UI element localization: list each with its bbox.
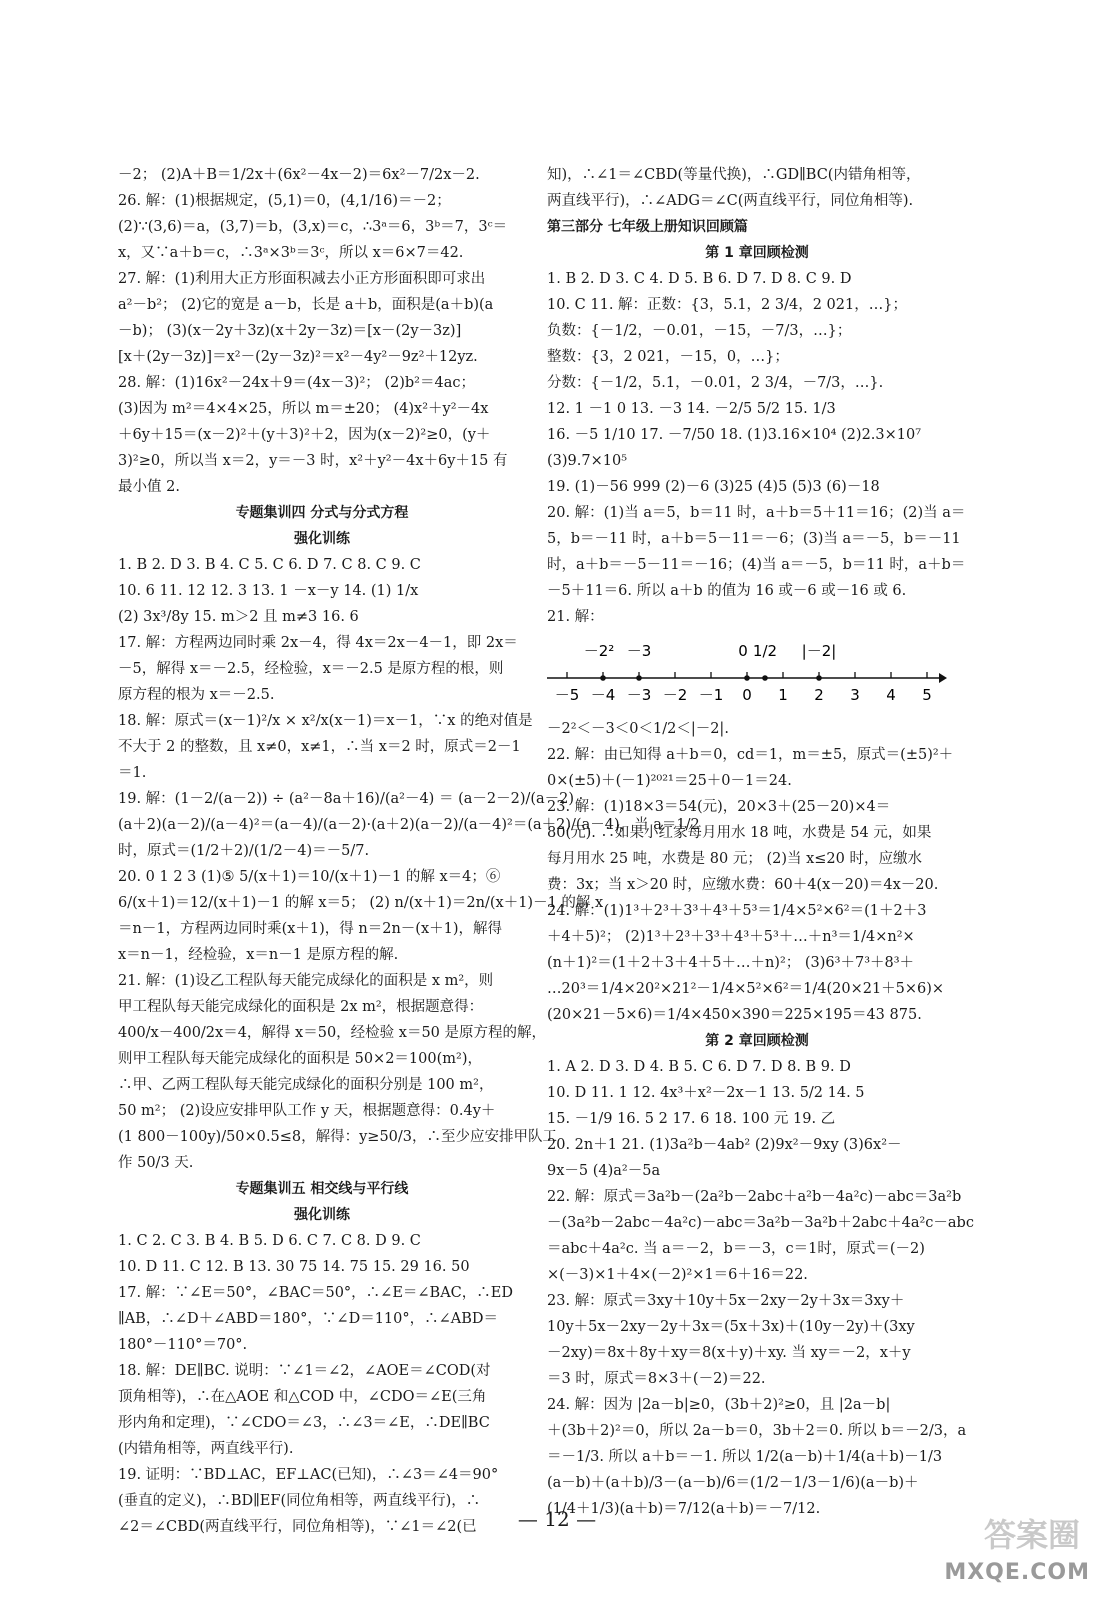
text-line: 18. 解：原式＝(x－1)²/x × x²/x(x－1)＝x－1，∵x 的绝对值是 (118, 713, 533, 729)
text-line: x＝n－1，经检验，x＝n－1 是原方程的解. (118, 947, 399, 963)
text-line: (1/4＋1/3)(a＋b)＝7/12(a＋b)＝－7/12. (547, 1501, 821, 1517)
text-line: 10y＋5x－2xy－2y＋3x＝(5x＋3x)＋(10y－2y)＋(3xy (547, 1319, 915, 1335)
text-line: 最小值 2. (118, 479, 180, 495)
number-line-point-label: |－2| (801, 642, 837, 660)
text-line: ∠2＝∠CBD(两直线平行，同位角相等)，∵∠1＝∠2(已 (118, 1519, 477, 1535)
text-line: 5，b＝－11 时，a＋b＝5－11＝－6；(3)当 a＝－5，b＝－11 (547, 531, 961, 547)
text-line: 28. 解：(1)16x²－24x＋9＝(4x－3)²； (2)b²＝4ac； (118, 375, 475, 391)
text-line: 21. 解： (547, 609, 604, 625)
text-line: 24. 解：(1)1³＋2³＋3³＋4³＋5³＝1/4×5²×6²＝(1＋2＋3 (547, 903, 927, 919)
text-line: (n＋1)²＝(1＋2＋3＋4＋5＋…＋n)²； (3)6³＋7³＋8³＋ (547, 955, 915, 971)
text-line: ＋6y＋15＝(x－2)²＋(y＋3)²＋2，因为(x－2)²≥0，(y＋ (118, 427, 491, 443)
text-line: 18. 解：DE∥BC. 说明：∵∠1＝∠2，∠AOE＝∠COD(对 (118, 1363, 491, 1379)
text-line: 1. C 2. C 3. B 4. B 5. D 6. C 7. C 8. D 9. C (118, 1233, 421, 1249)
text-line: 400/x－400/2x＝4，解得 x＝50，经检验 x＝50 是原方程的解， (118, 1025, 547, 1041)
number-line-point (762, 675, 768, 681)
text-line: 3)²≥0，所以当 x＝2，y＝－3 时，x²＋y²－4x＋6y＋15 有 (118, 453, 508, 469)
section-heading: 强化训练 (294, 531, 350, 547)
section-heading: 第 1 章回顾检测 (705, 245, 809, 261)
text-line: －2xy)＝8x＋8y＋xy＝8(x＋y)＋xy. 当 xy＝－2，x＋y (547, 1345, 911, 1361)
text-line: ∴甲、乙两工程队每天能完成绿化的面积分别是 100 m²， (118, 1077, 494, 1093)
text-line: (垂直的定义)，∴BD∥EF(同位角相等，两直线平行)，∴ (118, 1493, 481, 1509)
text-line: …20³＝1/4×20²×21²－1/4×5²×6²＝1/4(20×21＋5×6)× (547, 981, 945, 997)
text-line: －5，解得 x＝－2.5，经检验，x＝－2.5 是原方程的根，则 (118, 661, 504, 677)
number-line-tick-label: －3 (626, 686, 652, 704)
right-column (547, 162, 974, 1522)
section-heading: 第三部分 七年级上册知识回顾篇 (547, 219, 748, 235)
number-line-tick-label: 1 (778, 686, 788, 704)
text-line: －2²＜－3＜0＜1/2＜|－2|. (547, 721, 729, 737)
text-line: 10. 6 11. 12 12. 3 13. 1 －x－y 14. (1) 1/x (118, 583, 419, 599)
watermark-cn: 答案圈 (983, 1516, 1080, 1554)
text-line: ＝－1/3. 所以 a＋b＝－1. 所以 1/2(a－b)＋1/4(a＋b)－1/3 (547, 1449, 943, 1465)
text-line: 1. A 2. D 3. D 4. B 5. C 6. D 7. D 8. B 9. D (547, 1059, 851, 1075)
number-line-figure (547, 640, 967, 710)
text-line: 19. (1)－56 999 (2)－6 (3)25 (4)5 (5)3 (6)－18 (547, 479, 880, 495)
number-line-tick-label: 2 (814, 686, 824, 704)
text-line: 20. 0 1 2 3 (1)⑤ 5/(x＋1)＝10/(x＋1)－1 的解 x＝4；⑥ (118, 869, 501, 885)
text-line: ＝1. (118, 765, 147, 781)
text-line: 甲工程队每天能完成绿化的面积是 2x m²，根据题意得： (118, 999, 484, 1015)
section-heading: 专题集训四 分式与分式方程 (235, 505, 409, 521)
text-line: x，又∵a＋b＝c，∴3ᵃ×3ᵇ＝3ᶜ，所以 x＝6×7＝42. (118, 245, 464, 261)
text-line: 不大于 2 的整数，且 x≠0，x≠1，∴当 x＝2 时，原式＝2－1 (118, 739, 521, 755)
text-line: －5＋11＝6. 所以 a＋b 的值为 16 或－6 或－16 或 6. (547, 583, 907, 599)
text-line: －(3a²b－2abc－4a²c)－abc＝3a²b－3a²b＋2abc＋4a²c－abc (547, 1215, 974, 1231)
text-line: 1. B 2. D 3. B 4. C 5. C 6. D 7. C 8. C 9. C (118, 557, 421, 573)
number-line-tick-label: －1 (698, 686, 724, 704)
text-line: 整数：{3，2 021，－15，0，…}； (547, 349, 789, 365)
text-line: －b)； (3)(x－2y＋3z)(x＋2y－3z)＝[x－(2y－3z)] (118, 323, 462, 339)
page-number: — 12 — (517, 1507, 597, 1531)
text-line: 23. 解：原式＝3xy＋10y＋5x－2xy－2y＋3x＝3xy＋ (547, 1293, 905, 1309)
text-line: [x＋(2y－3z)]＝x²－(2y－3z)²＝x²－4y²－9z²＋12yz. (118, 349, 478, 365)
text-line: 作 50/3 天. (118, 1155, 194, 1171)
text-line: 6/(x＋1)＝12/(x＋1)－1 的解 x＝5； (2) n/(x＋1)＝2n/(x＋1)－1 的解 x (118, 895, 604, 911)
text-line: 50 m²； (2)设应安排甲队工作 y 天，根据题意得：0.4y＋ (118, 1103, 496, 1119)
text-line: 10. C 11. 解：正数：{3，5.1，2 3/4，2 021，…}； (547, 297, 907, 313)
watermark-logo (940, 1516, 1090, 1588)
text-line: 时，a＋b＝－5－11＝－16；(4)当 a＝－5，b＝11 时，a＋b＝ (547, 557, 966, 573)
number-line-point-label: 0 (738, 642, 748, 660)
number-line-point-label: －2² (583, 642, 615, 660)
text-line: ＝n－1，方程两边同时乘(x＋1)，得 n＝2n－(x＋1)，解得 (118, 921, 503, 937)
number-line-point (636, 675, 642, 681)
text-line: ＋4＋5)²； (2)1³＋2³＋3³＋4³＋5³＋…＋n³＝1/4×n²× (547, 929, 915, 945)
text-line: (a＋2)(a－2)/(a－4)²＝(a－4)/(a－2)·(a＋2)(a－2)/(a－4)²＝(a＋2)/(a－4)，当 a＝1/2 (118, 817, 700, 833)
text-line: 180°－110°＝70°. (118, 1337, 248, 1353)
text-line: 22. 解：由已知得 a＋b＝0，cd＝1，m＝±5，原式＝(±5)²＋ (547, 747, 954, 763)
text-line: 19. 解：(1－2/(a－2)) ÷ (a²－8a＋16)/(a²－4) ＝ (a－2－2)/(a－2) · (118, 791, 584, 807)
text-line: (20×21－5×6)＝1/4×450×390＝225×195＝43 875. (547, 1007, 922, 1023)
text-line: (a－b)＋(a＋b)/3－(a－b)/6＝(1/2－1/3－1/6)(a－b)＋ (547, 1475, 919, 1491)
text-line: 21. 解：(1)设乙工程队每天能完成绿化的面积是 x m²，则 (118, 973, 494, 989)
number-line-tick-label: 3 (850, 686, 860, 704)
text-line: 费：3x；当 x＞20 时，应缴水费：60＋4(x－20)＝4x－20. (547, 877, 939, 893)
text-line: 20. 解：(1)当 a＝5，b＝11 时，a＋b＝5＋11＝16；(2)当 a＝ (547, 505, 966, 521)
number-line-tick-label: 0 (742, 686, 752, 704)
number-line-tick-label: －2 (662, 686, 688, 704)
number-line-tick-label: 4 (886, 686, 896, 704)
text-line: 22. 解：原式＝3a²b－(2a²b－2abc＋a²b－4a²c)－abc＝3a²b (547, 1189, 962, 1205)
text-line: －2； (2)A＋B＝1/2x＋(6x²－4x－2)＝6x²－7/2x－2. (118, 167, 480, 183)
text-line: ＋(3b＋2)²＝0，所以 2a－b＝0，3b＋2＝0. 所以 b＝－2/3，a (547, 1423, 967, 1439)
text-line: (2) 3x³/8y 15. m＞2 且 m≠3 16. 6 (118, 609, 359, 625)
text-line: ∥AB，∴∠D＋∠ABD＝180°，∵∠D＝110°，∴∠ABD＝ (118, 1311, 499, 1327)
text-line: 时，原式＝(1/2＋2)/(1/2－4)＝－5/7. (118, 843, 370, 859)
text-line: 负数：{－1/2，－0.01，－15，－7/3，…}； (547, 323, 852, 339)
text-line: 顶角相等)，∴在△AOE 和△COD 中，∠CDO＝∠E(三角 (118, 1389, 487, 1405)
text-line: 知)，∴∠1＝∠CBD(等量代换)，∴GD∥BC(内错角相等， (547, 167, 921, 183)
text-line: 20. 2n＋1 21. (1)3a²b－4ab² (2)9x²－9xy (3)6x²－ (547, 1137, 902, 1153)
text-line: 12. 1 －1 0 13. －3 14. －2/5 5/2 15. 1/3 (547, 401, 836, 417)
section-heading: 第 2 章回顾检测 (705, 1033, 809, 1049)
text-line: 形内角和定理)，∵∠CDO＝∠3，∴∠3＝∠E，∴DE∥BC (118, 1415, 490, 1431)
text-line: 0×(±5)＋(－1)²⁰²¹＝25＋0－1＝24. (547, 773, 792, 789)
number-line-point-label: －3 (626, 642, 652, 660)
text-line: ×(－3)×1＋4×(－2)²×1＝6＋16＝22. (547, 1267, 808, 1283)
text-line: 26. 解：(1)根据规定，(5,1)＝0，(4,1/16)＝－2； (118, 193, 451, 209)
text-line: 则甲工程队每天能完成绿化的面积是 50×2＝100(m²)， (118, 1051, 482, 1067)
text-line: 19. 证明：∵BD⊥AC，EF⊥AC(已知)，∴∠3＝∠4＝90° (118, 1467, 499, 1483)
number-line-svg (547, 640, 947, 710)
text-line: 分数：{－1/2，5.1，－0.01，2 3/4，－7/3，…}. (547, 375, 884, 391)
number-line-point (816, 675, 822, 681)
text-line: 80(元). ∴如果小红家每月用水 18 吨，水费是 54 元，如果 (547, 825, 932, 841)
text-line: 两直线平行)，∴∠ADG＝∠C(两直线平行，同位角相等). (547, 193, 914, 209)
text-line: (3)9.7×10⁵ (547, 453, 628, 469)
text-line: ＝abc＋4a²c. 当 a＝－2，b＝－3，c＝1时，原式＝(－2) (547, 1241, 925, 1257)
number-line-tick-label: －5 (554, 686, 580, 704)
text-line: (3)因为 m²＝4×4×25，所以 m＝±20； (4)x²＋y²－4x (118, 401, 489, 417)
watermark-url: MXQE.COM (944, 1560, 1090, 1585)
text-line: (2)∵(3,6)＝a，(3,7)＝b，(3,x)＝c，∴3ᵃ＝6，3ᵇ＝7，3ᶜ＝ (118, 219, 508, 235)
number-line-point (744, 675, 750, 681)
text-line: 原方程的根为 x＝－2.5. (118, 687, 275, 703)
text-line: 每月用水 25 吨，水费是 80 元； (2)当 x≤20 时，应缴水 (547, 851, 922, 867)
number-line-tick-label: 5 (922, 686, 932, 704)
text-line: 9x－5 (4)a²－5a (547, 1163, 661, 1179)
number-line-point (600, 675, 606, 681)
text-line: 1. B 2. D 3. C 4. D 5. B 6. D 7. D 8. C 9. D (547, 271, 852, 287)
text-line: 24. 解：因为 |2a－b|≥0，(3b＋2)²≥0，且 |2a－b| (547, 1397, 891, 1413)
text-line: ＝3 时，原式＝8×3＋(－2)＝22. (547, 1371, 766, 1387)
text-line: a²－b²； (2)它的宽是 a－b，长是 a＋b，面积是(a＋b)(a (118, 297, 494, 313)
text-line: 10. D 11. C 12. B 13. 30 75 14. 75 15. 29 16. 50 (118, 1259, 470, 1275)
text-line: 23. 解：(1)18×3＝54(元)，20×3＋(25－20)×4＝ (547, 799, 891, 815)
text-line: (1 800－100y)/50×0.5≤8，解得：y≥50/3，∴至少应安排甲队工 (118, 1129, 558, 1145)
section-heading: 专题集训五 相交线与平行线 (235, 1181, 409, 1197)
text-line: 15. －1/9 16. 5 2 17. 6 18. 100 元 19. 乙 (547, 1111, 836, 1127)
text-line: 17. 解：方程两边同时乘 2x－4，得 4x＝2x－4－1，即 2x＝ (118, 635, 518, 651)
text-line: 10. D 11. 1 12. 4x³＋x²－2x－1 13. 5/2 14. 5 (547, 1085, 865, 1101)
number-line-point-label: 1/2 (752, 642, 778, 660)
number-line-arrow (939, 673, 947, 683)
text-line: (内错角相等，两直线平行). (118, 1441, 294, 1457)
text-line: 27. 解：(1)利用大正方形面积减去小正方形面积即可求出 (118, 271, 486, 287)
text-line: 16. －5 1/10 17. －7/50 18. (1)3.16×10⁴ (2)2.3×10⁷ (547, 427, 922, 443)
number-line-tick-label: －4 (590, 686, 616, 704)
text-line: 17. 解：∵∠E＝50°，∠BAC＝50°，∴∠E＝∠BAC，∴ED (118, 1285, 513, 1301)
section-heading: 强化训练 (294, 1207, 350, 1223)
